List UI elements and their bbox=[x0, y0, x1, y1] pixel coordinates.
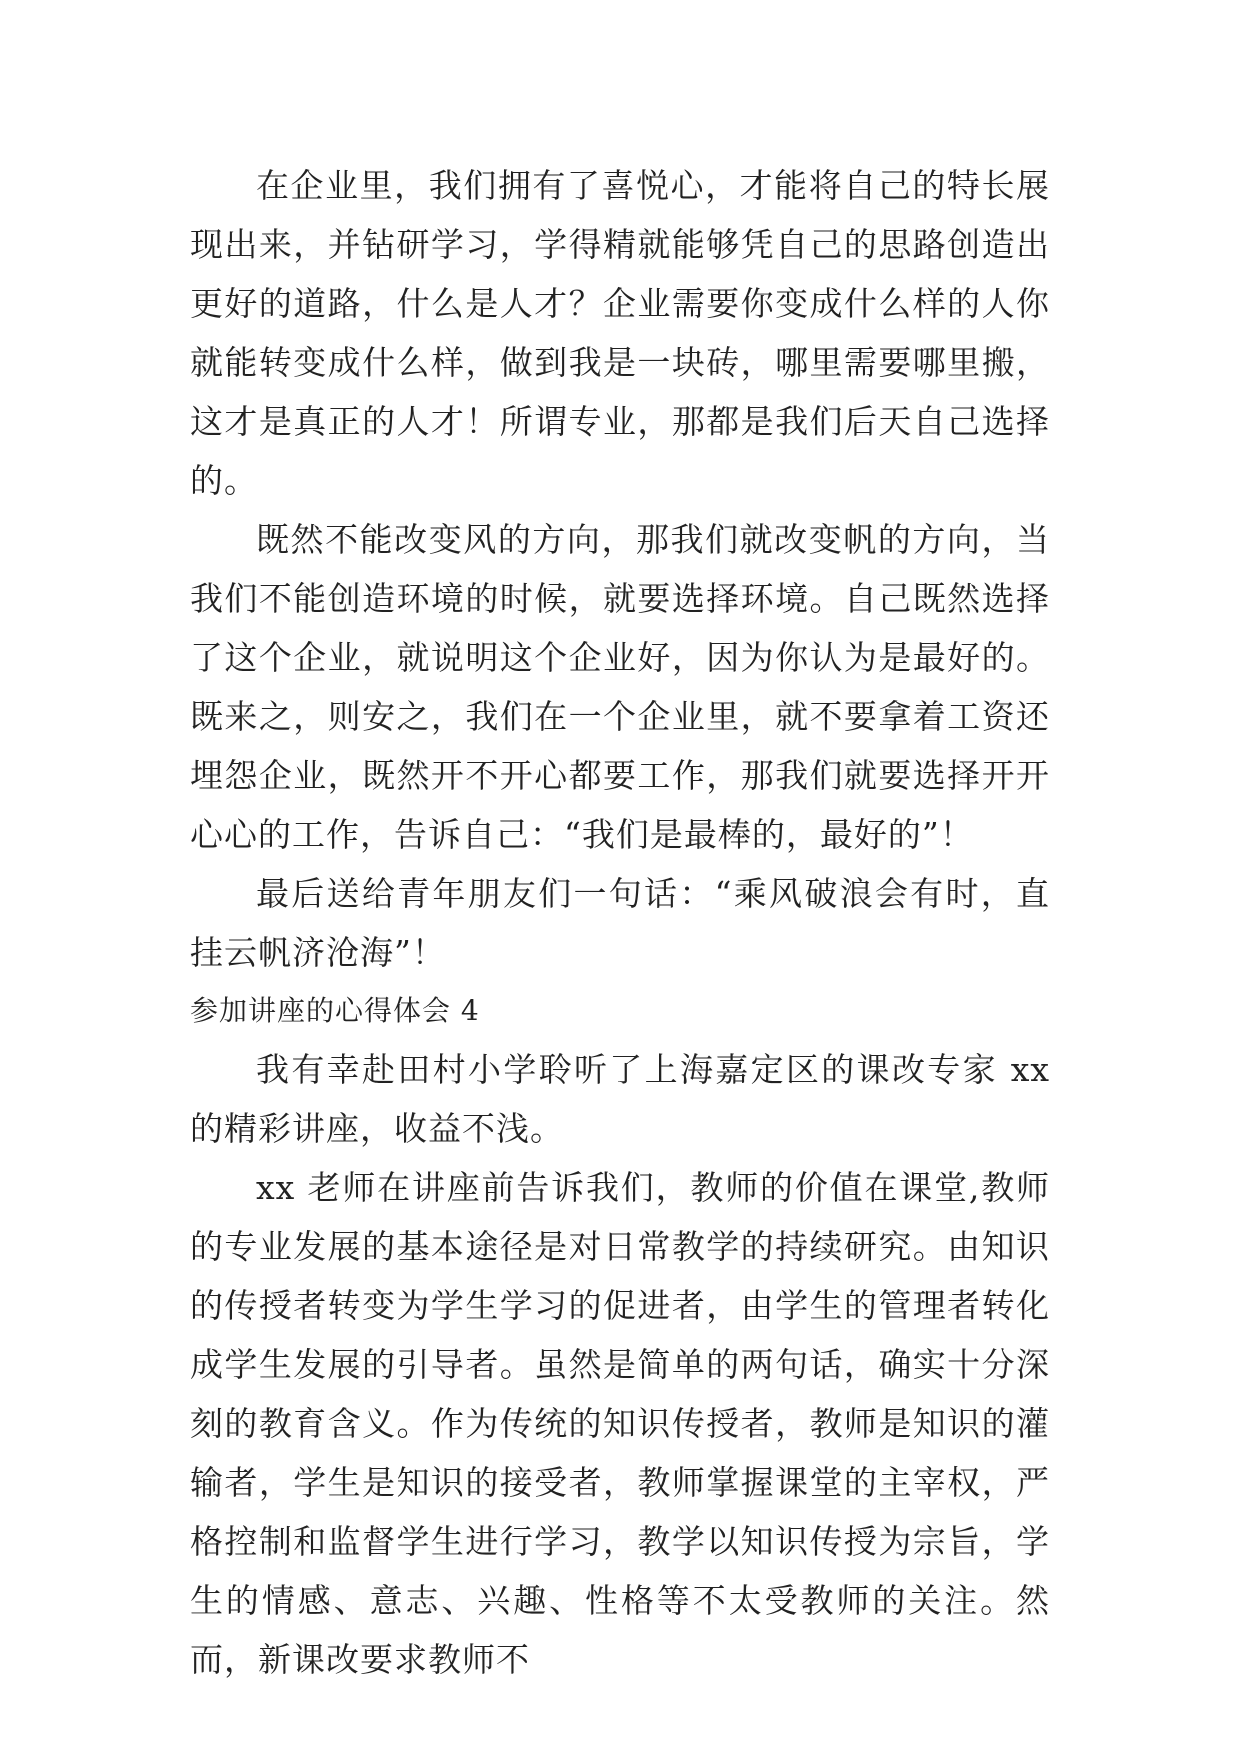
paragraph: 在企业里，我们拥有了喜悦心，才能将自己的特长展现出来，并钻研学习，学得精就能够凭自己的思路创造出更好的道路，什么是人才？企业需要你变成什么样的人你就能转变成什么样，做到我是一块砖，哪里需要哪里搬，这才是真正的人才！所谓专业，那都是我们后天自己选择的。 bbox=[190, 166, 1050, 500]
paragraph: 最后送给青年朋友们一句话：“乘风破浪会有时，直挂云帆济沧海”！ bbox=[190, 874, 1050, 972]
paragraph: 我有幸赴田村小学聆听了上海嘉定区的课改专家 xx 的精彩讲座，收益不浅。 bbox=[190, 1050, 1050, 1148]
paragraph: 既然不能改变风的方向，那我们就改变帆的方向，当我们不能创造环境的时候，就要选择环境。自己既然选择了这个企业，就说明这个企业好，因为你认为是最好的。既来之，则安之，我们在一个企业里，就不要拿着工资还埋怨企业，既然开不开心都要工作，那我们就要选择开开心心的工作，告诉自己：“我们是最棒的，最好的”！ bbox=[190, 520, 1050, 854]
paragraph: xx 老师在讲座前告诉我们，教师的价值在课堂,教师的专业发展的基本途径是对日常教学的持续研究。由知识的传授者转变为学生学习的促进者，由学生的管理者转化成学生发展的引导者。虽然是简单的两句话，确实十分深刻的教育含义。作为传统的知识传授者，教师是知识的灌输者，学生是知识的接受者，教师掌握课堂的主宰权，严格控制和监督学生进行学习，教学以知识传授为宗旨，学生的情感、意志、兴趣、性格等不太受教师的关注。然而，新课改要求教师不 bbox=[190, 1168, 1050, 1679]
document-body bbox=[190, 156, 1050, 1689]
section-heading: 参加讲座的心得体会 4 bbox=[190, 994, 480, 1027]
